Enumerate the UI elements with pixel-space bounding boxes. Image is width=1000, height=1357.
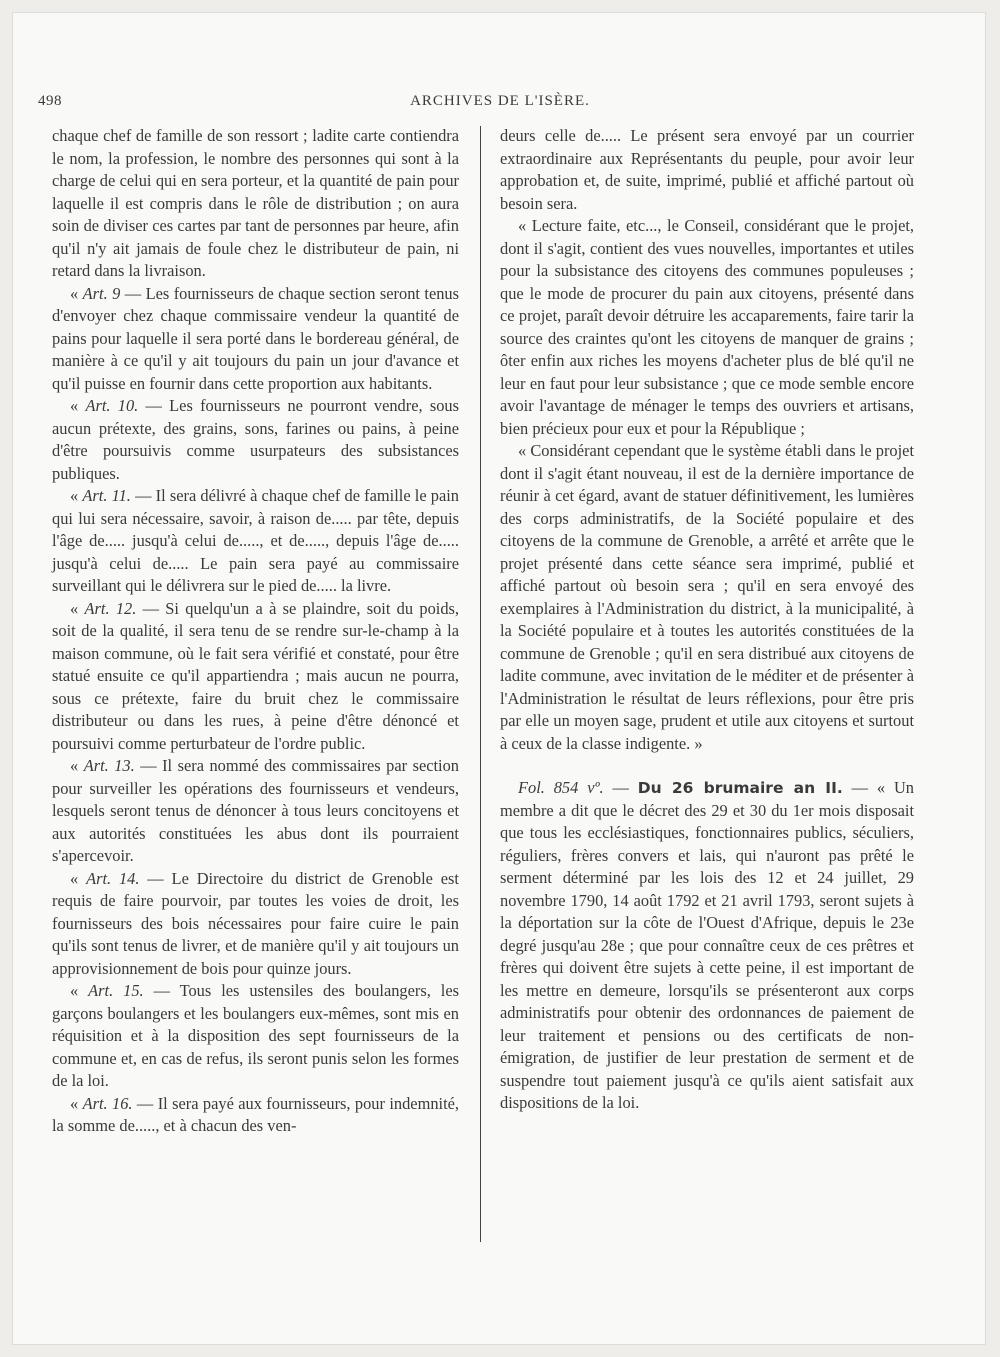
page-header	[0, 93, 1000, 117]
folio-entry: Fol. 854 vº. — Du 26 brumaire an II. — « Un membre a dit que le décret des 29 et 30 du 1er mois disposait que tous les ecclésiastiques, fonctionnaires publics, séculiers, réguliers, frères convers et lais, qui n'auront pas prêté le serment déterminé par les lois des 12 et 24 juillet, 29 novembre 1790, 14 août 1792 et 21 avril 1793, seront sujets à la déportation sur la côte de l'Ouest d'Afrique, depuis le 23e degré jusqu'au 28e ; que pour connaître ceux de ces prêtres et frères qui doivent être sujets à cette peine, il est important de les mettre en demeure, lorsqu'ils se présenteront aux corps administratifs pour obtenir des ordonnances de paiement de leur traitement et pensions ou des certificats de non-émigration, de justifier de leur prestation de serment et de suspendre tout paiement jusqu'à ce qu'ils aient satisfait aux dispositions de la loi.	[500, 778, 914, 1112]
article-number: Art. 13.	[83, 756, 135, 775]
running-title: ARCHIVES DE L'ISÈRE.	[410, 93, 590, 109]
article-12: « Art. 12. — Si quelqu'un a à se plaindre, soit du poids, soit de la qualité, il sera tenu de se rendre sur-le-champ à la maison commune, où le fait sera vérifié et constaté, pour être statué ensuite ce qu'il appartiendra ; mais aucun ne pourra, sous ce prétexte, faire du bruit chez le commissaire distributeur ou dans les rues, à peine d'être dénoncé et poursuivi comme perturbateur de l'ordre public.	[52, 598, 459, 753]
article-16: « Art. 16. — Il sera payé aux fournisseurs, pour indemnité, la somme de....., et à chacun des ven-	[52, 1093, 459, 1135]
paragraph-continued: chaque chef de famille de son ressort ; ladite carte contiendra le nom, la profession, le nombre des personnes qui sont à la charge de celui qui en sera porteur, et la quantité de pain pour laquelle il est compris dans le rôle de distribution ; on aura soin de diviser ces cartes par tant de personnes par heure, afin qu'il n'y ait jamais de foule chez le distributeur de pain, ni retard dans la livraison.	[52, 126, 459, 280]
left-column	[52, 125, 459, 1138]
article-10: « Art. 10. — Les fournisseurs ne pourront vendre, sous aucun prétexte, des grains, sons, farines ou pains, à peine d'être poursuivis comme usurpateurs des subsistances publiques.	[52, 396, 459, 483]
folio-reference: Fol. 854 vº.	[518, 778, 604, 797]
folio-text: — « Un membre a dit que le décret des 29 et 30 du 1er mois disposait que tous les ecclésiastiques, fonctionnaires publics, séculiers, réguliers, frères convers et lais, qui n'auront pas prêté le serment déterminé par les lois des 12 et 24 juillet, 29 novembre 1790, 14 août 1792 et 21 avril 1793, seront sujets à la déportation sur la côte de l'Ouest d'Afrique, depuis le 23e degré jusqu'au 28e ; que pour connaître ceux de ces prêtres et frères qui doivent être sujets à cette peine, il est important de les mettre en demeure, lorsqu'ils se présenteront aux corps administratifs pour obtenir des ordonnances de paiement de leur traitement et pensions ou des certificats de non-émigration, de justifier de leur prestation de serment et de suspendre tout paiement jusqu'à ce qu'ils aient satisfait aux dispositions de la loi.	[500, 778, 914, 1112]
folio-date: Du 26 brumaire an II.	[637, 779, 843, 797]
right-column	[500, 125, 914, 1115]
page-number: 498	[38, 93, 62, 109]
article-number: Art. 16.	[82, 1093, 133, 1113]
column-divider	[480, 126, 481, 1242]
paragraph-considering: « Lecture faite, etc..., le Conseil, considérant que le projet, dont il s'agit, contient des vues nouvelles, importantes et utiles pour la subsistance des citoyens des communes populeuses ; que le mode de procurer du pain aux citoyens, présenté dans ce projet, paraît devoir détruire les accaparements, faire tarir la source des craintes qu'ont les citoyens de manquer de grains ; ôter enfin aux riches les moyens d'acheter plus de blé qu'il ne leur en faut pour leur subsistance ; que ce mode semble encore avoir l'avantage de ménager le temps des ouvriers et artisans, bien précieux pour eux et pour la République ;	[500, 216, 914, 438]
article-number: Art. 14.	[86, 868, 140, 888]
article-number: Art. 10.	[85, 396, 139, 415]
paragraph-continued: deurs celle de..... Le présent sera envoyé par un courrier extraordinaire aux Représentants du peuple, pour avoir leur approbation et, de suite, imprimé, publié et affiché partout où besoin sera.	[500, 126, 914, 213]
article-13: « Art. 13. — Il sera nommé des commissaires par section pour surveiller les opérations des fournisseurs et vendeurs, lesquels seront tenus de dénoncer à tous leurs concitoyens et aux autorités constituées les abus dont ils pourraient s'apercevoir.	[52, 756, 459, 865]
article-11: « Art. 11. — Il sera délivré à chaque chef de famille le pain qui lui sera nécessaire, savoir, à raison de..... par tête, depuis l'âge de..... jusqu'à celui de....., et de....., depuis l'âge de..... jusqu'à celui de..... Le pain sera payé au commissaire surveillant qui le délivrera sur le pied de..... la livre.	[52, 486, 459, 595]
article-15: « Art. 15. — Tous les ustensiles des boulangers, les garçons boulangers et les boulangers eux-mêmes, sont mis en réquisition et à la disposition des sept fournisseurs de la commune et, en cas de refus, ils seront punis selon les formes de la loi.	[52, 981, 459, 1090]
article-number: Art. 12.	[84, 598, 137, 618]
article-number: Art. 9	[82, 283, 121, 303]
article-9: « Art. 9 — Les fournisseurs de chaque section seront tenus d'envoyer chez chaque commissaire vendeur la quantité de pains pour laquelle il sera porté dans le bordereau général, de manière à ce qu'il y ait toujours du pain un jour d'avance et qu'il puisse en fournir dans cette proportion aux habitants.	[52, 283, 459, 393]
paragraph-resolution: « Considérant cependant que le système établi dans le projet dont il s'agit étant nouveau, il est de la dernière importance de réunir à cet égard, avant de statuer définitivement, les lumières des corps administratifs, de la Société populaire et des citoyens de la commune de Grenoble, a arrêté et arrête que le projet présenté dans cette séance sera imprimé, publié et affiché partout où besoin sera ; qu'il en sera envoyé des exemplaires à l'Administration du district, à la municipalité, à la Société populaire et à toutes les autorités constituées de la commune de Grenoble ; qu'il en sera distribué aux citoyens de ladite commune, avec invitation de le méditer et de présenter à l'Administration le résultat de leurs réflexions, pour être pris par elle un moyen sage, prudent et utile aux citoyens et surtout à ceux de la classe indigente. »	[500, 441, 914, 753]
article-number: Art. 11.	[82, 486, 131, 505]
article-14: « Art. 14. — Le Directoire du district de Grenoble est requis de faire pourvoir, par toutes les voies de droit, les fournisseurs des bois nécessaires pour faire cuire le pain qu'ils sont tenus de livrer, et de manière qu'il y ait toujours un approvisionnement de bois pour quinze jours.	[52, 868, 459, 978]
article-number: Art. 15.	[88, 981, 144, 1000]
section-gap	[500, 755, 914, 777]
